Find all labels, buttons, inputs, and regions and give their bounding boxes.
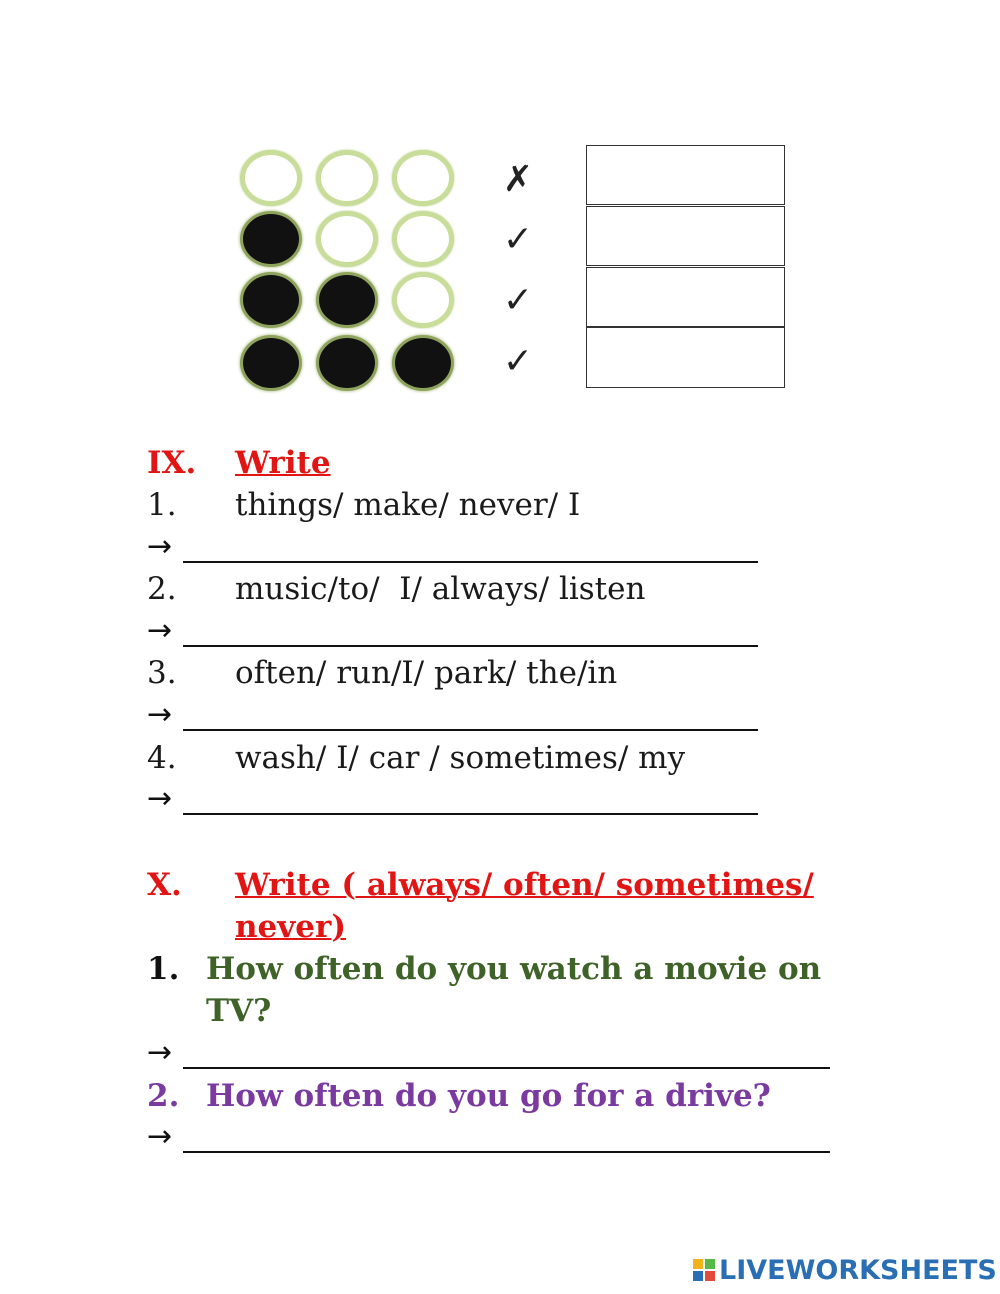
- frequency-circle: [316, 211, 378, 267]
- answer-line-3[interactable]: [183, 729, 758, 731]
- question-prompt: How often do you go for a drive?: [206, 1078, 771, 1114]
- section-ix-title: Write: [235, 445, 331, 481]
- question-prompt-continued: TV?: [206, 993, 272, 1029]
- frequency-graphic: [0, 0, 1000, 400]
- frequency-circle: [316, 150, 378, 206]
- check-icon: ✓: [502, 280, 534, 321]
- item-number: 3.: [147, 655, 177, 691]
- arrow-icon: →: [147, 1119, 173, 1154]
- answer-box-1[interactable]: [586, 145, 785, 205]
- answer-line-1[interactable]: [183, 561, 758, 563]
- frequency-circle-filled: [240, 335, 302, 391]
- frequency-circle: [392, 272, 454, 328]
- section-ix-number: IX.: [147, 445, 197, 481]
- item-number: 1.: [147, 487, 177, 523]
- item-number: 1.: [147, 951, 180, 987]
- arrow-icon: →: [147, 613, 173, 648]
- item-prompt: music/to/ I/ always/ listen: [235, 571, 646, 607]
- frequency-circle-filled: [240, 272, 302, 328]
- section-x-title-continued: never): [235, 909, 346, 945]
- item-number: 4.: [147, 740, 177, 776]
- answer-line-4[interactable]: [183, 813, 758, 815]
- answer-box-4[interactable]: [586, 327, 785, 388]
- frequency-circle: [240, 150, 302, 206]
- item-prompt: wash/ I/ car / sometimes/ my: [235, 740, 686, 776]
- answer-line-2[interactable]: [183, 645, 758, 647]
- answer-line-6[interactable]: [183, 1151, 830, 1153]
- arrow-icon: →: [147, 1035, 173, 1070]
- liveworksheets-logo: [693, 1254, 997, 1286]
- item-number: 2.: [147, 571, 177, 607]
- arrow-icon: →: [147, 781, 173, 816]
- check-icon: ✓: [502, 341, 534, 382]
- answer-box-2[interactable]: [586, 206, 785, 266]
- arrow-icon: →: [147, 697, 173, 732]
- item-prompt: often/ run/I/ park/ the/in: [235, 655, 618, 691]
- frequency-circle-filled: [316, 335, 378, 391]
- frequency-circle-filled: [316, 272, 378, 328]
- item-prompt: things/ make/ never/ I: [235, 487, 581, 523]
- logo-icon: [693, 1259, 715, 1281]
- frequency-circle: [392, 211, 454, 267]
- question-prompt: How often do you watch a movie on: [206, 951, 822, 987]
- frequency-circle-filled: [392, 335, 454, 391]
- cross-icon: ✗: [502, 159, 534, 200]
- answer-line-5[interactable]: [183, 1067, 830, 1069]
- frequency-circle-filled: [240, 211, 302, 267]
- arrow-icon: →: [147, 529, 173, 564]
- section-x-title: Write ( always/ often/ sometimes/: [235, 867, 814, 903]
- frequency-circle: [392, 150, 454, 206]
- answer-box-3[interactable]: [586, 267, 785, 327]
- section-x-number: X.: [147, 867, 182, 903]
- logo-text: LIVEWORKSHEETS: [719, 1254, 997, 1286]
- item-number: 2.: [147, 1078, 180, 1114]
- check-icon: ✓: [502, 219, 534, 260]
